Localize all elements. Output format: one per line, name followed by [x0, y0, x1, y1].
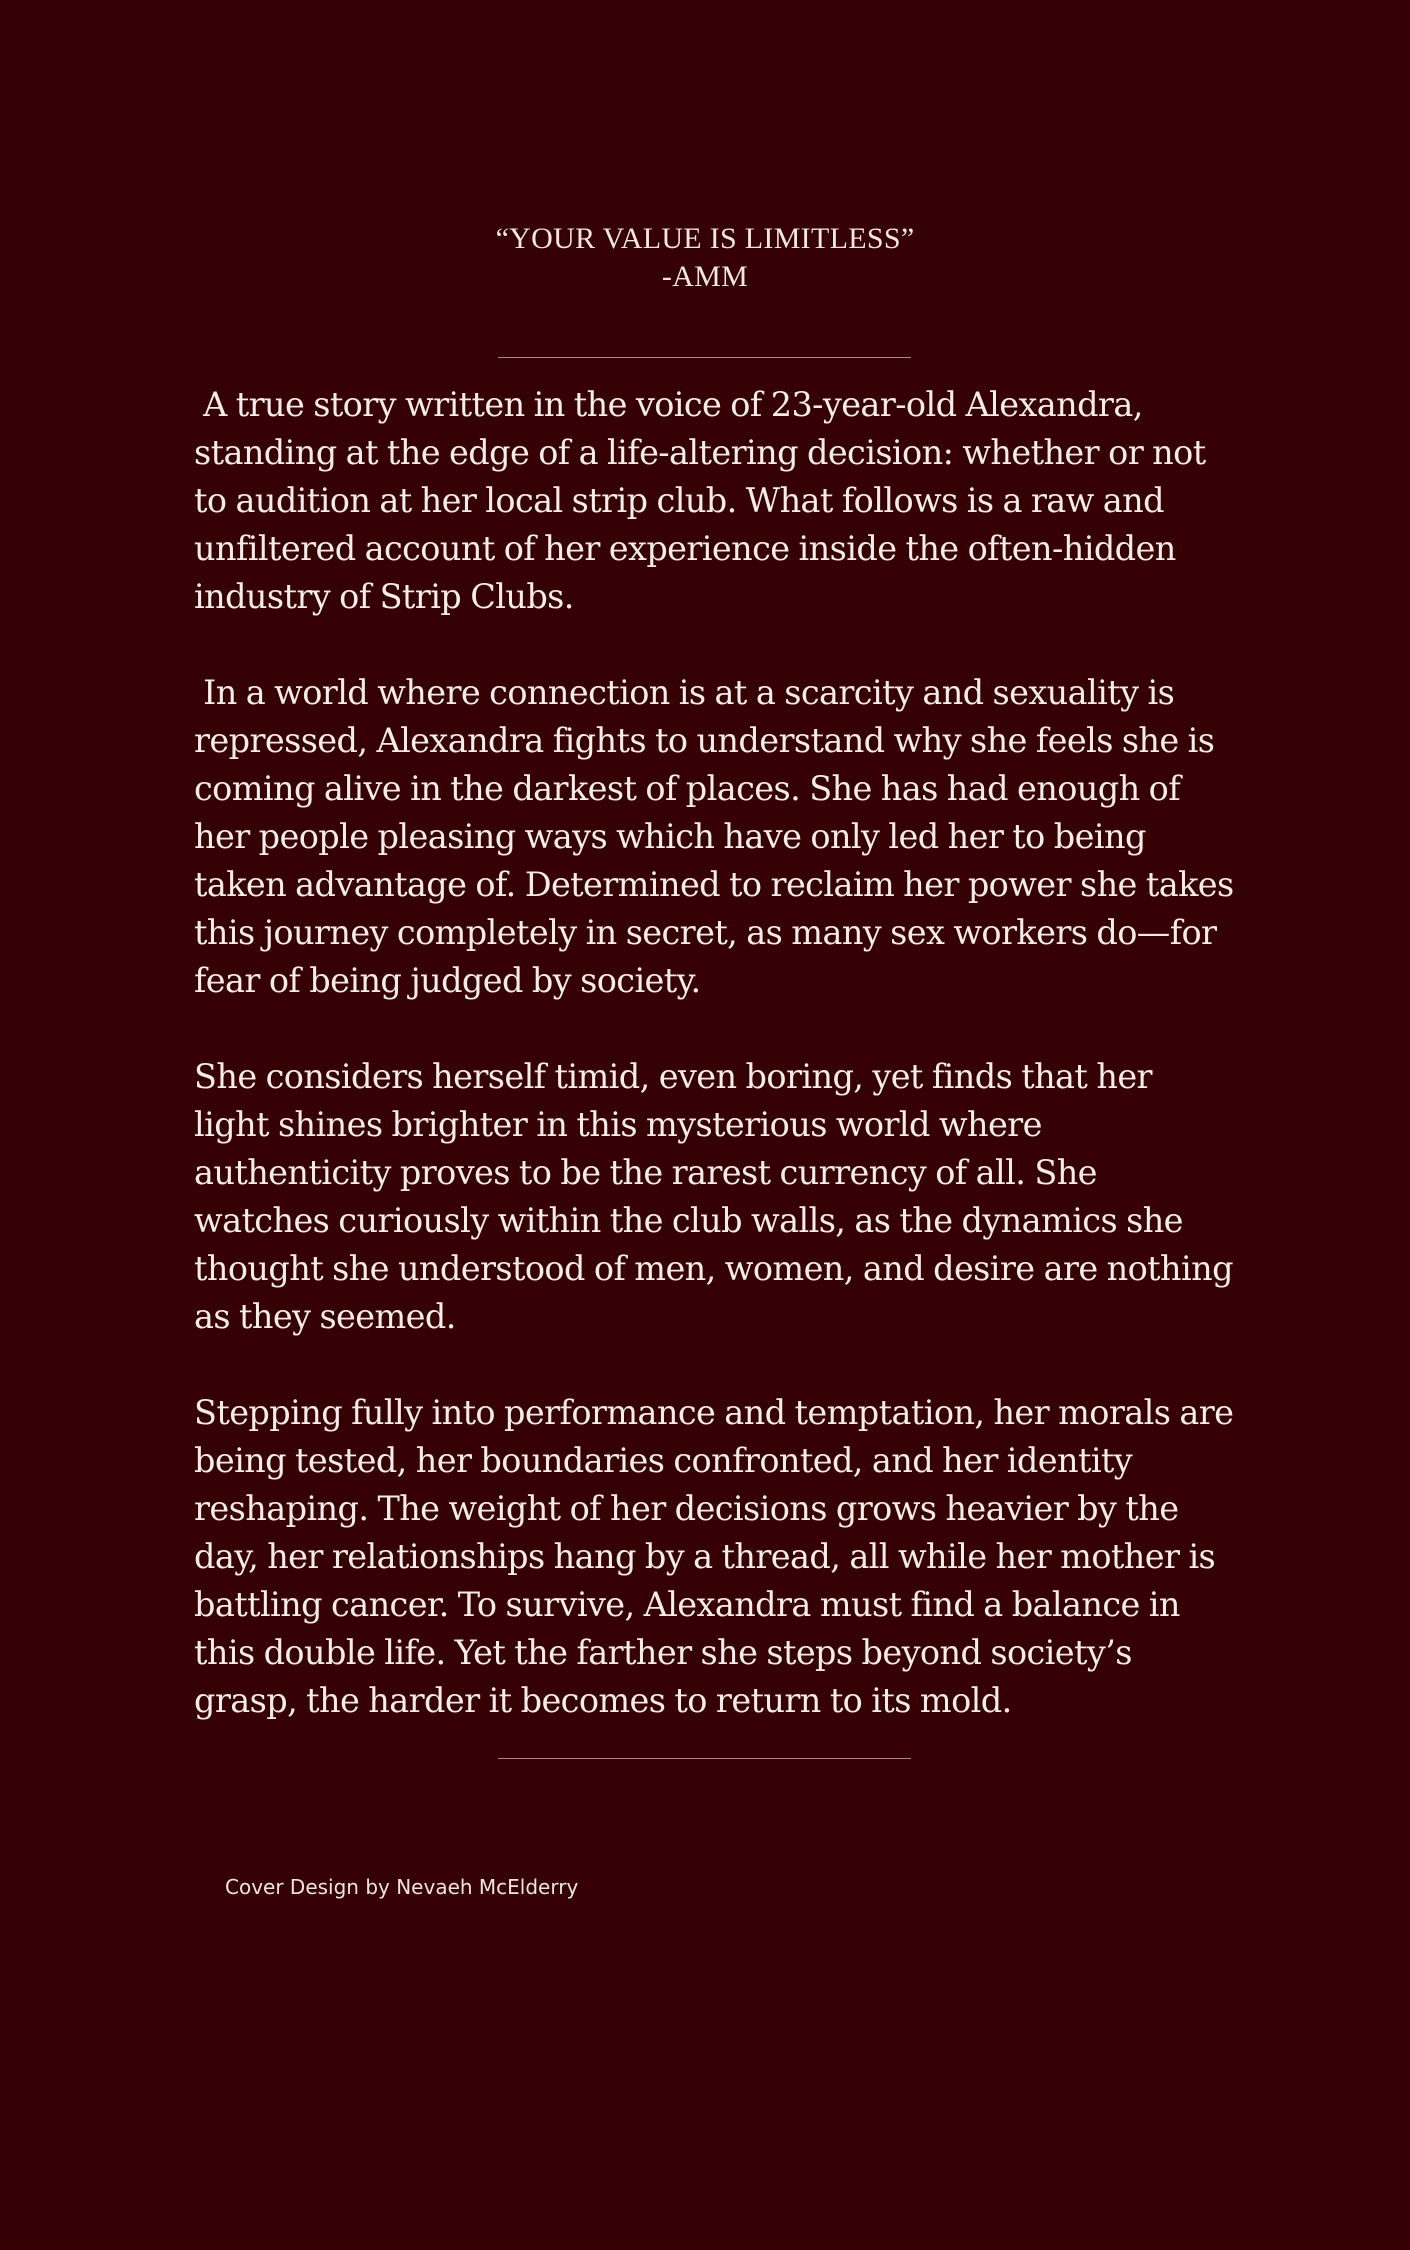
blurb-paragraph-1: A true story written in the voice of 23-year-old Alexandra, standing at the edge of a life-altering decision: whether or not to audition at her local strip club. What follows is a raw and unfiltered account of her experience inside the often-hidden industry of Strip Clubs.: [194, 385, 1215, 616]
top-divider: [498, 357, 911, 358]
epigraph: [0, 220, 1410, 296]
bottom-divider: [498, 1758, 911, 1759]
epigraph-attribution: -AMM: [661, 260, 749, 293]
blurb-paragraph-3: She considers herself timid, even boring, yet finds that her light shines brighter in this mysterious world where authenticity proves to be the rarest currency of all. She watches curiously within the club walls, as the dynamics she thought she understood of men, women, and desire are nothing as they seemed.: [194, 1057, 1243, 1336]
blurb-paragraph-4: Stepping fully into performance and temptation, her morals are being tested, her boundaries confronted, and her identity reshaping. The weight of her decisions grows heavier by the day, her relationships hang by a thread, all while her mother is battling cancer. To survive, Alexandra must find a balance in this double life. Yet the farther she steps beyond society’s grasp, the harder it becomes to return to its mold.: [194, 1393, 1243, 1720]
blurb-paragraph-2: In a world where connection is at a scarcity and sexuality is repressed, Alexandra fights to understand why she feels she is coming alive in the darkest of places. She has had enough of her people pleasing ways which have only led her to being taken advantage of. Determined to reclaim her power she takes this journey completely in secret, as many sex workers do—for fear of being judged by society.: [194, 673, 1243, 1000]
epigraph-quote: “YOUR VALUE IS LIMITLESS”: [495, 222, 915, 255]
cover-design-credit: Cover Design by Nevaeh McElderry: [225, 1875, 579, 1899]
back-cover-blurb: [194, 381, 1243, 1725]
